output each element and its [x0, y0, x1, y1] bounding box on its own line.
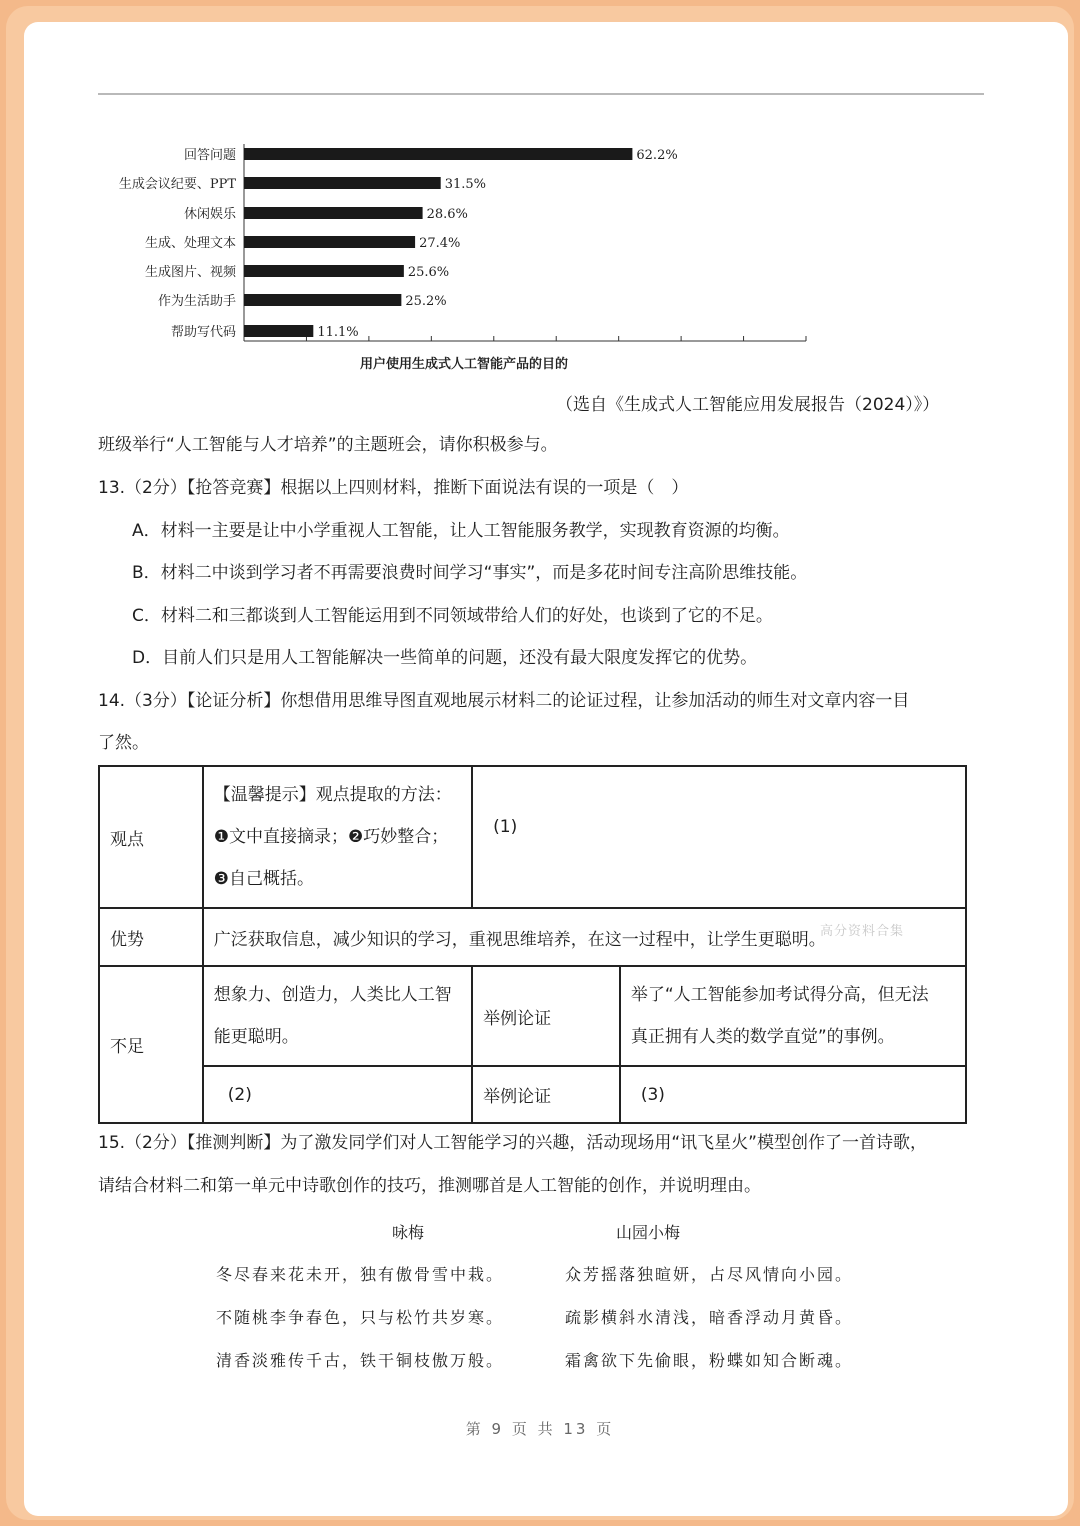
tip-line-3: ❸自己概括。: [213, 869, 315, 889]
tip-line-1: 【温馨提示】观点提取的方法：: [213, 785, 452, 805]
value-label: 31.5%: [444, 177, 487, 192]
example-line-2: 真正拥有人类的数学直觉”的事例。: [630, 1027, 895, 1047]
poem-1-line-3: 清香淡雅传千古，铁干铜枝傲万般。: [216, 1351, 505, 1370]
q14-stem-line2: 了然。: [98, 733, 149, 753]
q13-option-b: B．材料二中谈到学习者不再需要浪费时间学习“事实”，而是多花时间专注高阶思维技能。: [132, 563, 808, 583]
category-label: 生成会议纪要、PPT: [118, 177, 236, 192]
poem-1-line-2: 不随桃李争春色，只与松竹共岁寒。: [216, 1308, 505, 1327]
poem-2-line-2: 疏影横斜水清浅，暗香浮动月黄昏。: [565, 1308, 854, 1327]
row-label-viewpoint: 观点: [99, 766, 203, 908]
bar: [244, 325, 313, 337]
q13-option-a: A．材料一主要是让中小学重视人工智能，让人工智能服务教学，实现教育资源的均衡。: [132, 521, 790, 541]
row-label-advantage: 优势: [99, 908, 203, 966]
bar-chart: [90, 130, 830, 380]
intro-text: 班级举行“人工智能与人才培养”的主题班会，请你积极参与。: [98, 435, 558, 455]
blank-1-cell[interactable]: [472, 766, 966, 908]
poem-1-line-1: 冬尽春来花未开，独有傲骨雪中栽。: [216, 1265, 505, 1284]
bar: [244, 265, 404, 277]
category-label: 回答问题: [183, 148, 236, 163]
value-label: 11.1%: [317, 325, 359, 340]
example-cell: [620, 966, 966, 1066]
tip-line-2: ❶文中直接摘录；❷巧妙整合；: [213, 827, 449, 847]
value-label: 25.6%: [407, 265, 450, 280]
category-label: 帮助写代码: [170, 325, 236, 340]
category-label: 作为生活助手: [157, 294, 236, 309]
example-line-1: 举了“人工智能参加考试得分高，但无法: [630, 985, 929, 1005]
row-label-shortcoming: 不足: [99, 966, 203, 1123]
shortcoming-cell: [203, 966, 472, 1066]
value-label: 28.6%: [426, 207, 468, 222]
blank-3-cell[interactable]: [620, 1066, 966, 1123]
chart-title: 用户使用生成式人工智能产品的目的: [359, 357, 569, 372]
value-label: 27.4%: [419, 236, 461, 251]
value-label: 25.2%: [405, 294, 447, 309]
poem-2-line-3: 霜禽欲下先偷眼，粉蝶如知合断魂。: [565, 1351, 854, 1370]
blank-2-label: (2): [227, 1084, 252, 1105]
q14-stem-line1: 14.（3分）【论证分析】你想借用思维导图直观地展示材料二的论证过程，让参加活动的师生对文章内容一目: [98, 691, 910, 711]
method-cell-1: 举例论证: [472, 966, 620, 1066]
poem-2-line-1: 众芳摇落独暄妍，占尽风情向小园。: [565, 1265, 854, 1284]
bar: [244, 148, 632, 160]
blank-1-label: (1): [493, 817, 518, 837]
category-label: 休闲娱乐: [183, 207, 236, 222]
blank-3-label: (3): [640, 1084, 665, 1105]
category-label: 生成、处理文本: [144, 236, 236, 251]
category-label: 生成图片、视频: [144, 265, 236, 280]
poem-1-title: 咏梅: [392, 1223, 425, 1242]
top-rule: [98, 93, 984, 95]
page-number: 第 9 页 共 13 页: [465, 1420, 615, 1438]
q13-option-d: D．目前人们只是用人工智能解决一些简单的问题，还没有最大限度发挥它的优势。: [132, 648, 758, 668]
shortcoming-line-2: 能更聪明。: [213, 1027, 299, 1047]
bar: [244, 207, 423, 219]
method-cell-2: 举例论证: [472, 1066, 620, 1123]
source-citation: （选自《生成式人工智能应用发展报告（2024）》）: [556, 395, 940, 415]
watermark-text: 高分资料合集: [820, 924, 905, 939]
blank-2-cell[interactable]: [203, 1066, 472, 1123]
q13-option-c: C．材料二和三都谈到人工智能运用到不同领域带给人们的好处，也谈到了它的不足。: [132, 606, 773, 626]
bar: [244, 236, 415, 248]
bar: [244, 177, 441, 189]
q15-stem-line2: 请结合材料二和第一单元中诗歌创作的技巧，推测哪首是人工智能的创作，并说明理由。: [98, 1176, 761, 1196]
q15-stem-line1: 15.（2分）【推测判断】为了激发同学们对人工智能学习的兴趣，活动现场用“讯飞星火”模型创作了一首诗歌，: [98, 1133, 927, 1153]
shortcoming-line-1: 想象力、创造力，人类比人工智: [213, 985, 452, 1005]
poem-2-title: 山园小梅: [616, 1223, 681, 1242]
tip-cell: [203, 766, 472, 908]
value-label: 62.2%: [636, 148, 678, 163]
argument-table: [98, 765, 967, 1124]
bar: [244, 294, 401, 306]
q13-stem: 13.（2分）【抢答竞赛】根据以上四则材料，推断下面说法有误的一项是（ ）: [98, 478, 689, 498]
advantage-cell: 广泛获取信息，减少知识的学习，重视思维培养，在这一过程中，让学生更聪明。: [203, 908, 966, 966]
